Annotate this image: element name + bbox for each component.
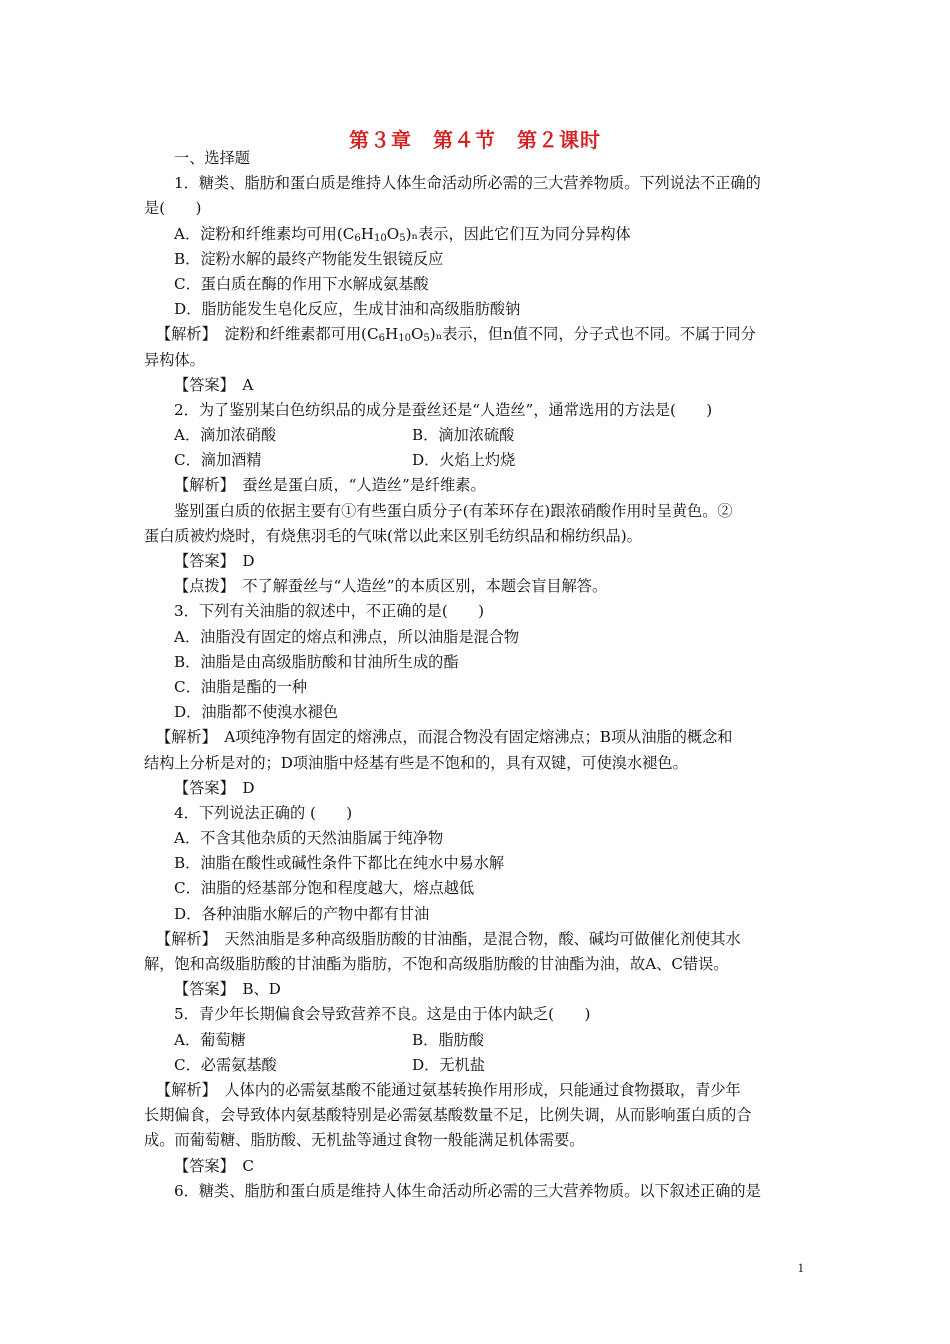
question-2-option-d: D．火焰上灼烧	[412, 451, 516, 470]
question-5-analysis: 【解析】 人体内的必需氨基酸不能通过氨基转换作用形成，只能通过食物摄取，青少年	[156, 1080, 741, 1099]
question-5-stem: 5．青少年长期偏食会导致营养不良。这是由于体内缺乏( )	[174, 1005, 591, 1024]
question-5-answer: 【答案】 C	[174, 1156, 254, 1175]
question-4-option-c: C．油脂的烃基部分饱和程度越大，熔点越低	[174, 879, 475, 898]
question-1-option-a	[144, 222, 808, 247]
question-3-option-d: D．油脂都不使溴水褪色	[174, 703, 339, 722]
question-1-analysis-cont: 异构体。	[144, 350, 205, 369]
question-6-stem: 6．糖类、脂肪和蛋白质是维持人体生命活动所必需的三大营养物质。以下叙述正确的是	[174, 1181, 761, 1200]
question-4-stem: 4．下列说法正确的 ( )	[174, 803, 353, 822]
question-2-stem: 2．为了鉴别某白色纺织品的成分是蚕丝还是“人造丝”，通常选用的方法是( )	[174, 400, 713, 419]
question-4-option-a: A．不含其他杂质的天然油脂属于纯净物	[174, 829, 444, 848]
section-heading: 一、选择题	[174, 149, 250, 167]
element-symbol: H	[384, 325, 399, 344]
question-3-analysis: 【解析】 A项纯净物有固定的熔沸点，而混合物没有固定熔沸点；B项从油脂的概念和	[156, 728, 733, 747]
question-2-tip: 【点拨】 不了解蚕丝与“人造丝”的本质区别，本题会盲目解答。	[174, 577, 608, 596]
question-1-option-c: C．蛋白质在酶的作用下水解成氨基酸	[174, 274, 429, 293]
subscript: 5	[423, 333, 430, 345]
question-2-option-c: C．滴加酒精	[174, 451, 262, 470]
element-symbol: H	[360, 224, 375, 243]
question-1-analysis	[144, 322, 808, 347]
question-1-stem-cont: 是( )	[144, 199, 202, 218]
question-5-analysis-2: 长期偏食，会导致体内氨基酸特别是必需氨基酸数量不足，比例失调，从而影响蛋白质的合	[144, 1106, 752, 1125]
analysis-text: 【解析】 淀粉和纤维素都可用(C	[156, 325, 379, 344]
page-title: 第３章 第４节 第２课时	[349, 128, 601, 152]
question-5-option-a: A．葡萄糖	[174, 1030, 246, 1049]
question-2-options-row-1	[144, 423, 808, 448]
question-5-options-row-2	[144, 1053, 808, 1078]
question-2-option-a: A．滴加浓硝酸	[174, 426, 277, 445]
question-5-option-b: B．脂肪酸	[412, 1030, 484, 1049]
question-2-analysis-3: 蛋白质被灼烧时，有烧焦羽毛的气味(常以此来区别毛纺织品和棉纺织品)。	[144, 526, 642, 545]
document-body	[144, 146, 808, 1204]
question-1-option-d: D．脂肪能发生皂化反应，生成甘油和高级脂肪酸钠	[174, 300, 521, 319]
question-3-option-c: C．油脂是酯的一种	[174, 677, 308, 696]
question-5-option-d: D．无机盐	[412, 1055, 485, 1074]
question-5-options-row-1	[144, 1028, 808, 1053]
subscript: 10	[374, 232, 387, 244]
page-number: 1	[797, 1260, 804, 1275]
question-3-analysis-cont: 结构上分析是对的；D项油脂中烃基有些是不饱和的，具有双键，可使溴水褪色。	[144, 753, 688, 772]
question-4-option-b: B．油脂在酸性或碱性条件下都比在纯水中易水解	[174, 854, 505, 873]
question-2-analysis-2: 鉴别蛋白质的依据主要有①有些蛋白质分子(有苯环存在)跟浓硝酸作用时呈黄色。②	[174, 501, 733, 520]
element-symbol: O	[386, 224, 400, 243]
question-2-analysis: 【解析】 蚕丝是蛋白质，“人造丝”是纤维素。	[174, 476, 486, 495]
question-3-answer: 【答案】 D	[174, 778, 255, 797]
question-5-option-c: C．必需氨基酸	[174, 1055, 277, 1074]
question-2-answer: 【答案】 D	[174, 552, 255, 570]
question-4-answer: 【答案】 B、D	[174, 980, 281, 999]
question-4-analysis: 【解析】 天然油脂是多种高级脂肪酸的甘油酯，是混合物，酸、碱均可做催化剂使其水	[156, 929, 741, 948]
subscript: 6	[354, 232, 361, 244]
question-3-option-a: A．油脂没有固定的熔点和沸点，所以油脂是混合物	[174, 627, 520, 646]
element-symbol: O	[410, 325, 424, 344]
question-4-option-d: D．各种油脂水解后的产物中都有甘油	[174, 904, 430, 923]
subscript: 5	[399, 232, 406, 244]
question-2-options-row-2	[144, 448, 808, 473]
subscript: 10	[398, 333, 411, 345]
subscript: 6	[378, 333, 385, 345]
option-text: )ₙ表示，因此它们互为同分异构体	[405, 224, 631, 243]
question-1-stem: 1．糖类、脂肪和蛋白质是维持人体生命活动所必需的三大营养物质。下列说法不正确的	[174, 174, 761, 193]
analysis-text: )ₙ表示，但n值不同，分子式也不同。不属于同分	[429, 325, 756, 344]
question-3-stem: 3．下列有关油脂的叙述中，不正确的是( )	[174, 602, 485, 621]
question-2-option-b: B．滴加浓硫酸	[412, 426, 515, 445]
option-text: A．淀粉和纤维素均可用(C	[174, 224, 355, 243]
question-1-answer: 【答案】 A	[174, 375, 254, 394]
question-4-analysis-cont: 解，饱和高级脂肪酸的甘油酯为脂肪，不饱和高级脂肪酸的甘油酯为油，故A、C错误。	[144, 955, 729, 973]
question-5-analysis-3: 成。而葡萄糖、脂肪酸、无机盐等通过食物一般能满足机体需要。	[144, 1131, 585, 1150]
question-1-option-b: B．淀粉水解的最终产物能发生银镜反应	[174, 249, 444, 268]
question-3-option-b: B．油脂是由高级脂肪酸和甘油所生成的酯	[174, 652, 459, 671]
